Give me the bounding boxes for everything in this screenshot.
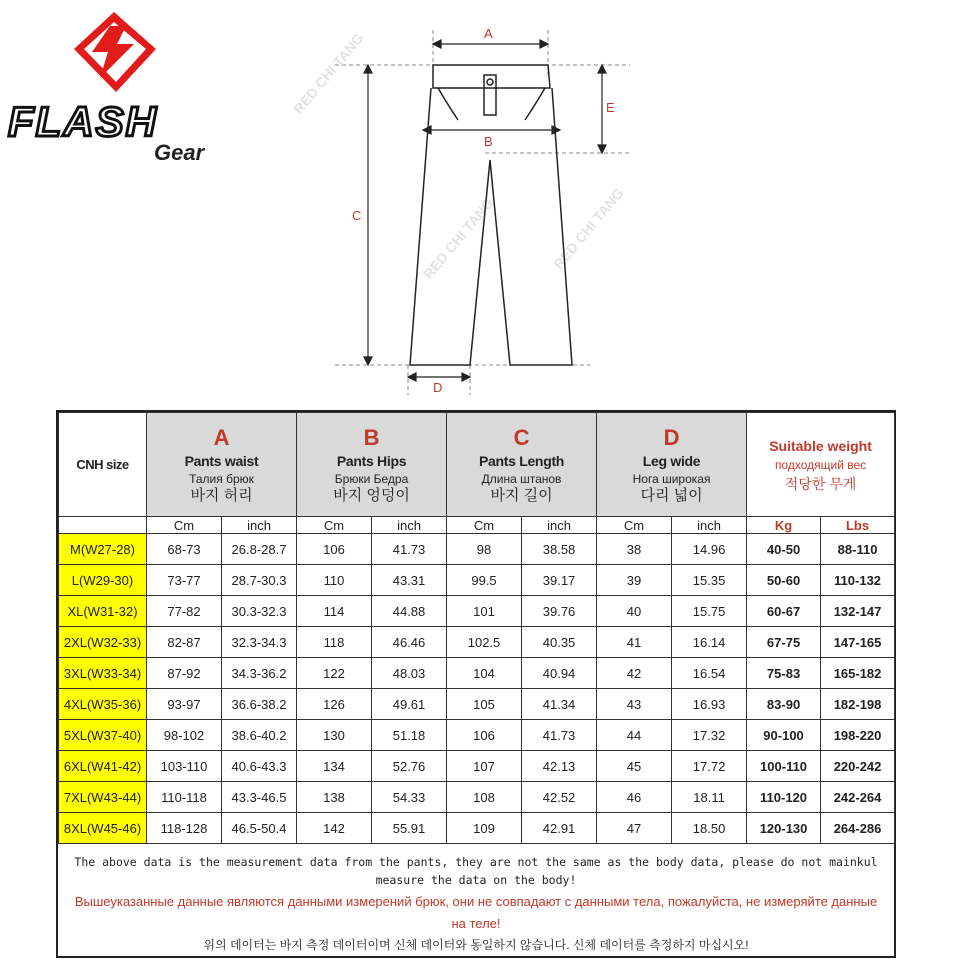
value-cell-a-cm: 77-82 [147,596,222,627]
value-cell-lbs: 220-242 [821,751,895,782]
note-english: The above data is the measurement data from the pants, they are not the same as the body data, please do not mainkul measure the data on the body! [74,855,878,887]
value-cell-d-in: 15.75 [672,596,747,627]
value-cell-kg: 67-75 [747,627,821,658]
value-cell-d-cm: 42 [597,658,672,689]
header-letter: C [513,424,530,450]
value-cell-a-cm: 98-102 [147,720,222,751]
value-cell-d-in: 16.54 [672,658,747,689]
size-cell: 7XL(W43-44) [59,782,147,813]
value-cell-a-cm: 118-128 [147,813,222,844]
table-row [59,720,895,751]
value-cell-a-in: 26.8-28.7 [222,534,297,565]
value-cell-a-cm: 103-110 [147,751,222,782]
value-cell-c-in: 41.73 [522,720,597,751]
label-b: B [484,134,493,149]
value-cell-c-cm: 104 [447,658,522,689]
table-row [59,627,895,658]
value-cell-c-in: 39.76 [522,596,597,627]
value-cell-kg: 75-83 [747,658,821,689]
weight-title: Suitable weight [769,437,872,454]
value-cell-kg: 60-67 [747,596,821,627]
table-row [59,751,895,782]
header-ko: 바지 길이 [490,486,553,504]
header-letter: A [213,424,230,450]
value-cell-c-cm: 109 [447,813,522,844]
value-cell-d-in: 15.35 [672,565,747,596]
watermark: RED CHI TANG [550,184,627,272]
value-cell-d-cm: 44 [597,720,672,751]
label-d: D [433,380,443,395]
table-row [59,534,895,565]
value-cell-b-cm: 126 [297,689,372,720]
weight-ru: подходящий вес [774,457,867,472]
value-cell-c-cm: 108 [447,782,522,813]
value-cell-b-cm: 114 [297,596,372,627]
table-row [59,782,895,813]
value-cell-b-cm: 118 [297,627,372,658]
size-table [58,412,895,844]
value-cell-lbs: 182-198 [821,689,895,720]
value-cell-kg: 110-120 [747,782,821,813]
value-cell-lbs: 165-182 [821,658,895,689]
watermark: RED CHI TANG [420,194,497,282]
value-cell-lbs: 198-220 [821,720,895,751]
header-ru: Брюки Бедра [334,471,409,486]
header-ko: 다리 넓이 [640,486,703,504]
value-cell-lbs: 88-110 [821,534,895,565]
value-cell-d-in: 16.14 [672,627,747,658]
value-cell-kg: 50-60 [747,565,821,596]
unit-cm: Cm [447,517,522,534]
unit-inch: inch [672,517,747,534]
value-cell-d-in: 17.32 [672,720,747,751]
value-cell-c-in: 39.17 [522,565,597,596]
column-header-b [297,413,447,517]
value-cell-c-in: 42.52 [522,782,597,813]
size-cell: 2XL(W32-33) [59,627,147,658]
column-header-c [447,413,597,517]
value-cell-b-in: 48.03 [372,658,447,689]
value-cell-c-cm: 99.5 [447,565,522,596]
header-letter: D [663,424,680,450]
header-title: Leg wide [642,452,701,469]
size-cell: 4XL(W35-36) [59,689,147,720]
unit-row [59,517,895,534]
header-ru: Нога широкая [632,471,711,486]
value-cell-b-cm: 122 [297,658,372,689]
value-cell-d-in: 14.96 [672,534,747,565]
label-a: A [484,26,493,41]
value-cell-a-cm: 87-92 [147,658,222,689]
value-cell-a-in: 40.6-43.3 [222,751,297,782]
value-cell-a-in: 36.6-38.2 [222,689,297,720]
value-cell-kg: 40-50 [747,534,821,565]
value-cell-a-in: 30.3-32.3 [222,596,297,627]
header-ko: 바지 허리 [190,486,253,504]
value-cell-b-in: 55.91 [372,813,447,844]
value-cell-c-cm: 102.5 [447,627,522,658]
value-cell-c-cm: 101 [447,596,522,627]
header-ko: 바지 엉덩이 [333,486,410,504]
value-cell-c-cm: 98 [447,534,522,565]
label-c: C [352,208,362,223]
unit-cm: Cm [597,517,672,534]
label-e: E [606,100,615,115]
value-cell-b-cm: 106 [297,534,372,565]
value-cell-d-in: 17.72 [672,751,747,782]
header-title: Pants Hips [336,452,407,469]
value-cell-b-cm: 134 [297,751,372,782]
value-cell-d-cm: 46 [597,782,672,813]
value-cell-b-cm: 110 [297,565,372,596]
column-header-d [597,413,747,517]
value-cell-a-in: 28.7-30.3 [222,565,297,596]
header-title: Pants Length [478,452,565,469]
value-cell-d-cm: 47 [597,813,672,844]
size-chart [56,410,896,958]
value-cell-c-in: 41.34 [522,689,597,720]
value-cell-kg: 120-130 [747,813,821,844]
value-cell-a-in: 46.5-50.4 [222,813,297,844]
weight-ko: 적당한 무게 [784,475,857,492]
header-ru: Длина штанов [481,471,562,486]
value-cell-c-in: 42.91 [522,813,597,844]
value-cell-kg: 83-90 [747,689,821,720]
value-cell-c-in: 40.35 [522,627,597,658]
value-cell-kg: 90-100 [747,720,821,751]
value-cell-d-cm: 38 [597,534,672,565]
unit-cm: Cm [147,517,222,534]
value-cell-a-in: 32.3-34.3 [222,627,297,658]
value-cell-a-cm: 82-87 [147,627,222,658]
value-cell-lbs: 147-165 [821,627,895,658]
pants-measurement-diagram [290,20,650,405]
value-cell-a-cm: 73-77 [147,565,222,596]
pants-outline [410,65,572,365]
value-cell-b-in: 41.73 [372,534,447,565]
value-cell-lbs: 242-264 [821,782,895,813]
value-cell-d-cm: 45 [597,751,672,782]
value-cell-b-cm: 142 [297,813,372,844]
value-cell-d-cm: 43 [597,689,672,720]
header-letter: B [363,424,380,450]
unit-inch: inch [372,517,447,534]
size-cell: M(W27-28) [59,534,147,565]
value-cell-a-in: 38.6-40.2 [222,720,297,751]
value-cell-d-in: 18.50 [672,813,747,844]
value-cell-a-cm: 93-97 [147,689,222,720]
note-russian: Вышеуказанные данные являются данными измерений брюк, они не совпадают с данными тела, пожалуйста, не измеряйте данные на теле! [74,894,878,931]
value-cell-a-cm: 68-73 [147,534,222,565]
watermark: RED CHI TANG [290,29,367,117]
table-row [59,596,895,627]
lightning-emblem-icon [74,12,156,92]
value-cell-lbs: 132-147 [821,596,895,627]
value-cell-b-in: 43.31 [372,565,447,596]
table-row [59,813,895,844]
value-cell-c-in: 42.13 [522,751,597,782]
unit-cm: Cm [297,517,372,534]
value-cell-kg: 100-110 [747,751,821,782]
column-header-a [147,413,297,517]
value-cell-b-in: 49.61 [372,689,447,720]
value-cell-c-cm: 107 [447,751,522,782]
brand-sub: Gear [154,140,205,165]
value-cell-d-in: 18.11 [672,782,747,813]
size-cell: 6XL(W41-42) [59,751,147,782]
unit-kg: Kg [747,517,821,534]
header-title: Pants waist [184,452,259,469]
size-cell: 3XL(W33-34) [59,658,147,689]
value-cell-lbs: 110-132 [821,565,895,596]
unit-inch: inch [222,517,297,534]
value-cell-b-in: 52.76 [372,751,447,782]
value-cell-a-in: 43.3-46.5 [222,782,297,813]
value-cell-c-cm: 106 [447,720,522,751]
size-column-header: CNH size [59,413,147,517]
unit-lbs: Lbs [821,517,895,534]
value-cell-b-in: 46.46 [372,627,447,658]
size-cell: 5XL(W37-40) [59,720,147,751]
table-row [59,689,895,720]
size-cell: L(W29-30) [59,565,147,596]
value-cell-b-in: 51.18 [372,720,447,751]
value-cell-c-in: 40.94 [522,658,597,689]
value-cell-d-cm: 41 [597,627,672,658]
value-cell-c-cm: 105 [447,689,522,720]
table-row [59,658,895,689]
value-cell-d-cm: 39 [597,565,672,596]
value-cell-b-in: 54.33 [372,782,447,813]
header-ru: Талия брюк [189,471,254,486]
size-cell: XL(W31-32) [59,596,147,627]
value-cell-b-cm: 138 [297,782,372,813]
value-cell-a-in: 34.3-36.2 [222,658,297,689]
value-cell-b-cm: 130 [297,720,372,751]
value-cell-d-cm: 40 [597,596,672,627]
table-row [59,565,895,596]
value-cell-b-in: 44.88 [372,596,447,627]
flash-gear-logo [4,4,224,164]
notes [58,849,894,954]
unit-inch: inch [522,517,597,534]
column-header-weight [747,413,895,517]
value-cell-d-in: 16.93 [672,689,747,720]
size-cell: 8XL(W45-46) [59,813,147,844]
brand-name: FLASH [8,98,158,145]
value-cell-lbs: 264-286 [821,813,895,844]
note-korean: 위의 데이터는 바지 측정 데이터이며 신체 데이터와 동일하지 않습니다. 신체 데이터를 측정하지 마십시오! [203,938,749,952]
value-cell-c-in: 38.58 [522,534,597,565]
value-cell-a-cm: 110-118 [147,782,222,813]
